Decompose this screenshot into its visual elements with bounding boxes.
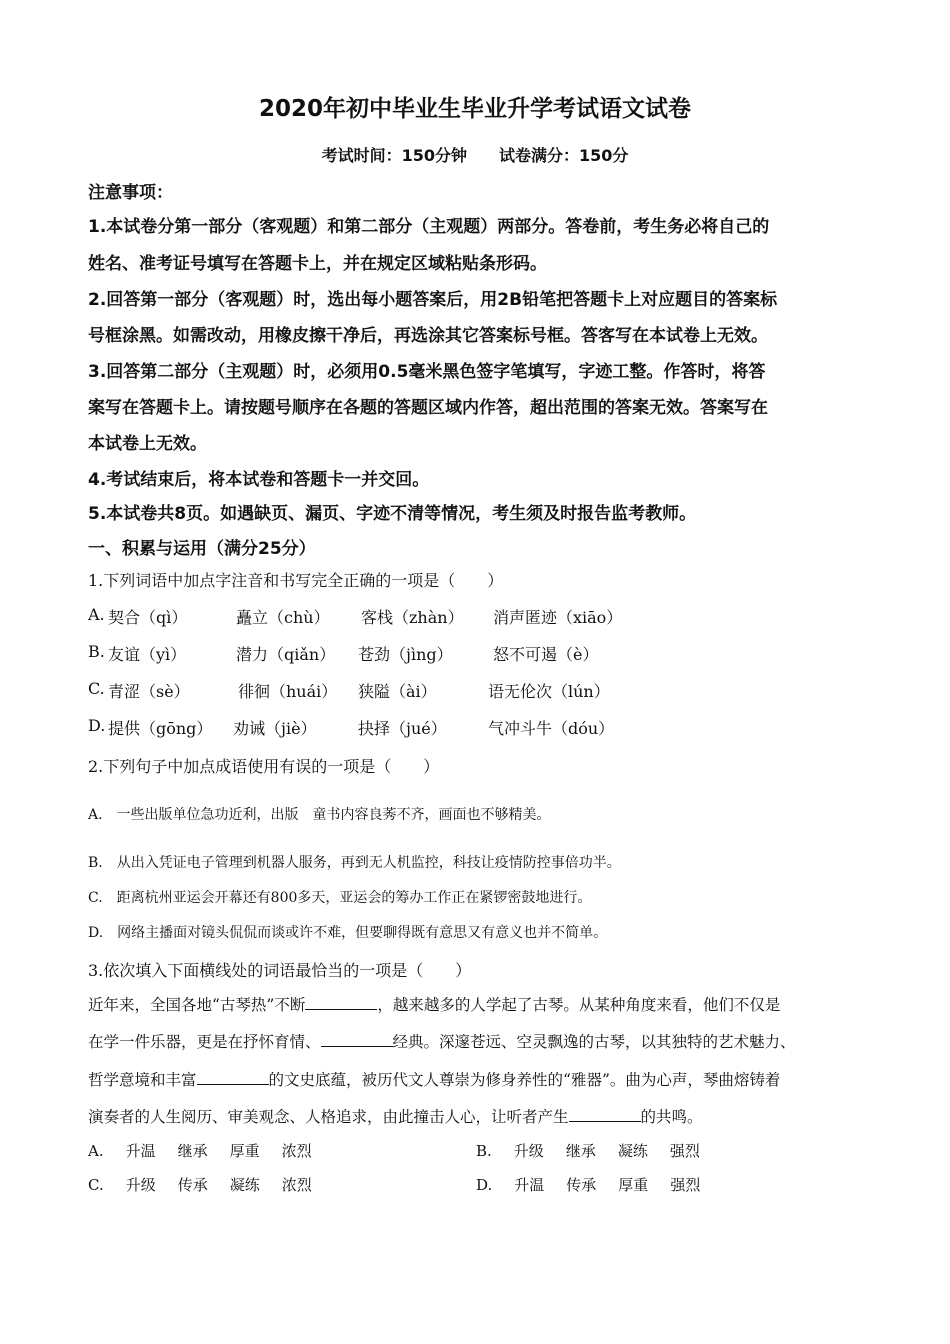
page-title: 2020年初中毕业生毕业升学考试语文试卷 — [258, 96, 691, 122]
answer-blank — [569, 1107, 641, 1122]
q3-choice-c: C. 升级 传承 凝练 浓烈 — [88, 1176, 312, 1194]
q3-choice-b: B. 升级 继承 凝练 强烈 — [476, 1142, 700, 1160]
question-3-stem: 3.依次填入下面横线处的词语最恰当的一项是（ ） — [88, 961, 472, 980]
q1-option-a: A. 契合（qì） 矗立（chù） 客栈（zhàn） 消声匿迹（xiāo） — [88, 605, 623, 627]
q3-choice-d: D. 升温 传承 厚重 强烈 — [476, 1176, 701, 1194]
q3-passage-line: 演奏者的人生阅历、审美观念、人格追求，由此撞击人心，让听者产生 的共鸣。 — [88, 1108, 703, 1126]
q1-option-d: D. 提供（gōng） 劝诫（jiè） 抉择（jué） 气冲斗牛（dóu） — [88, 716, 615, 738]
notice-line: 案写在答题卡上。请按题号顺序在各题的答题区域内作答，超出范围的答案无效。答案写在 — [88, 398, 768, 418]
notice-line: 2.回答第一部分（客观题）时，选出每小题答案后，用2B铅笔把答题卡上对应题目的答案标 — [88, 290, 778, 310]
notice-heading: 注意事项： — [88, 183, 173, 203]
q3-passage-line: 在学一件乐器，更是在抒怀育情、 经典。深邃苍远、空灵飘逸的古琴，以其独特的艺术魅力、 — [88, 1033, 796, 1051]
exam-info — [0, 143, 950, 166]
q1-option-c: C. 青涩（sè） 徘徊（huái） 狭隘（ài） 语无伦次（lún） — [88, 679, 610, 701]
answer-blank — [197, 1070, 269, 1085]
answer-blank — [305, 995, 377, 1010]
q2-option-d: D. 网络主播面对镜头侃侃而谈或许不难，但要聊得既有意思又有意义也并不简单。 — [88, 925, 608, 941]
question-2-stem: 2.下列句子中加点成语使用有误的一项是（ ） — [88, 757, 440, 776]
notice-line: 姓名、准考证号填写在答题卡上，并在规定区域粘贴条形码。 — [88, 254, 547, 274]
section-heading: 一、积累与运用（满分25分） — [88, 539, 316, 559]
q1-option-b: B. 友谊（yì） 潜力（qiǎn） 苍劲（jìng） 怒不可遏（è） — [88, 642, 599, 664]
q3-choice-a: A. 升温 继承 厚重 浓烈 — [88, 1142, 312, 1160]
q3-passage-line: 哲学意境和丰富 的文史底蕴，被历代文人尊崇为修身养性的“雅器”。曲为心声，琴曲熔铸着 — [88, 1071, 781, 1089]
notice-line: 号框涂黑。如需改动，用橡皮擦干净后，再选涂其它答案标号框。答客写在本试卷上无效。 — [88, 326, 768, 346]
q2-option-c: C. 距离杭州亚运会开幕还有800多天，亚运会的筹办工作正在紧锣密鼓地进行。 — [88, 890, 592, 906]
question-1-stem: 1.下列词语中加点字注音和书写完全正确的一项是（ ） — [88, 571, 504, 590]
notice-line: 本试卷上无效。 — [88, 434, 207, 454]
notice-line: 3.回答第二部分（主观题）时，必须用0.5毫米黑色签字笔填写，字迹工整。作答时，将答 — [88, 362, 766, 382]
notice-line: 5.本试卷共8页。如遇缺页、漏页、字迹不清等情况，考生须及时报告监考教师。 — [88, 504, 697, 524]
answer-blank — [321, 1032, 393, 1047]
q2-option-a: A. 一些出版单位急功近利，出版 童书内容良莠不齐，画面也不够精美。 — [88, 807, 551, 823]
q2-option-b: B. 从出入凭证电子管理到机器人服务，再到无人机监控，科技让疫情防控事倍功半。 — [88, 855, 621, 871]
notice-line: 4.考试结束后，将本试卷和答题卡一并交回。 — [88, 470, 430, 490]
exam-score: 试卷满分：150分 — [499, 146, 629, 165]
notice-line: 1.本试卷分第一部分（客观题）和第二部分（主观题）两部分。答卷前，考生务必将自己的 — [88, 217, 770, 237]
q3-passage-line: 近年来，全国各地“古琴热”不断 ，越来越多的人学起了古琴。从某种角度来看，他们不仅是 — [88, 996, 781, 1014]
exam-time: 考试时间：150分钟 — [321, 146, 467, 165]
